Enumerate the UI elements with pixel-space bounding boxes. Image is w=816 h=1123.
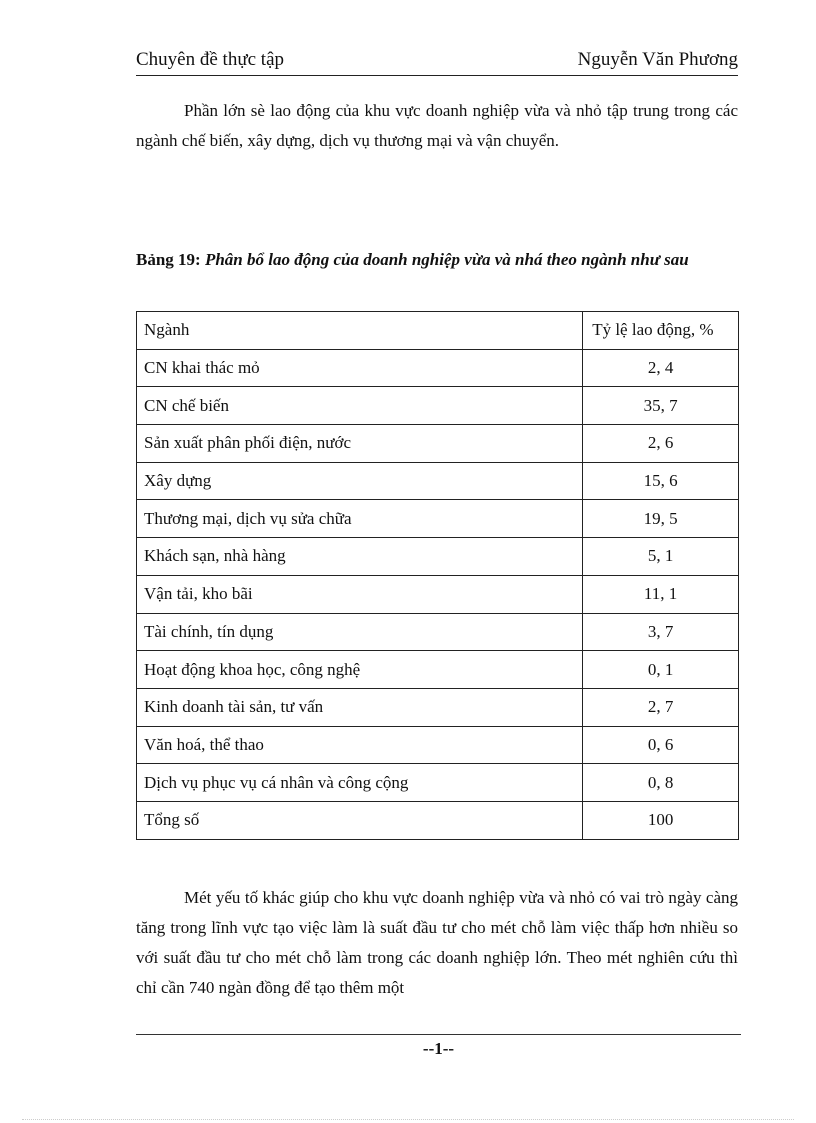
table-row <box>137 500 739 538</box>
sector-cell: Văn hoá, thể thao <box>137 726 583 764</box>
ratio-cell: 2, 6 <box>583 425 739 463</box>
table-header-row <box>137 312 739 350</box>
header-author: Nguyễn Văn Phương <box>577 49 738 70</box>
footer-divider <box>136 1034 741 1035</box>
table-row <box>137 349 739 387</box>
ratio-cell: 0, 1 <box>583 651 739 689</box>
header-left-title: Chuyên đề thực tập <box>136 49 285 70</box>
table-body <box>137 349 739 839</box>
table-caption-title: Phân bổ lao động của doanh nghiệp vừa và nhá theo ngành như sau <box>204 250 689 269</box>
labor-distribution-table <box>136 311 739 840</box>
ratio-cell: 15, 6 <box>583 462 739 500</box>
page-bottom-border <box>22 1119 794 1120</box>
table-caption <box>136 245 746 275</box>
ratio-cell: 100 <box>583 801 739 839</box>
sector-cell: CN chế biến <box>137 387 583 425</box>
intro-paragraph: Phần lớn sè lao động của khu vực doanh nghiệp vừa và nhỏ tập trung trong các ngành chế biến, xây dựng, dịch vụ thương mại và vận chuyển. <box>136 101 738 150</box>
sector-cell: Sản xuất phân phối điện, nước <box>137 425 583 463</box>
column-header-sector: Ngành <box>137 312 583 350</box>
table-row <box>137 688 739 726</box>
ratio-cell: 5, 1 <box>583 538 739 576</box>
table-row <box>137 801 739 839</box>
table-row <box>137 462 739 500</box>
sector-cell: Kinh doanh tài sản, tư vấn <box>137 688 583 726</box>
sector-cell: Thương mại, dịch vụ sửa chữa <box>137 500 583 538</box>
sector-cell: Hoạt động khoa học, công nghệ <box>137 651 583 689</box>
sector-cell: Tổng số <box>137 801 583 839</box>
sector-cell: Dịch vụ phục vụ cá nhân và công cộng <box>137 764 583 802</box>
table-row <box>137 726 739 764</box>
table-row <box>137 575 739 613</box>
ratio-cell: 2, 4 <box>583 349 739 387</box>
ratio-cell: 0, 6 <box>583 726 739 764</box>
page-header <box>136 49 738 76</box>
ratio-cell: 19, 5 <box>583 500 739 538</box>
table-row <box>137 387 739 425</box>
ratio-cell: 35, 7 <box>583 387 739 425</box>
sector-cell: Xây dựng <box>137 462 583 500</box>
closing-paragraph: Mét yếu tố khác giúp cho khu vực doanh nghiệp vừa và nhỏ có vai trò ngày càng tăng trong lĩnh vực tạo việc làm là suất đầu tư cho mét chỗ làm việc thấp hơn nhiều so với suất đầu tư cho mét chỗ làm trong các doanh nghiệp lớn. Theo mét nghiên cứu thì chỉ cần 740 ngàn đồng để tạo thêm một <box>136 888 738 997</box>
table-row <box>137 538 739 576</box>
ratio-cell: 2, 7 <box>583 688 739 726</box>
ratio-cell: 0, 8 <box>583 764 739 802</box>
column-header-ratio: Tỷ lệ lao động, % <box>583 312 739 350</box>
table-row <box>137 764 739 802</box>
sector-cell: Tài chính, tín dụng <box>137 613 583 651</box>
sector-cell: CN khai thác mỏ <box>137 349 583 387</box>
sector-cell: Vận tải, kho bãi <box>137 575 583 613</box>
table-row <box>137 425 739 463</box>
ratio-cell: 3, 7 <box>583 613 739 651</box>
sector-cell: Khách sạn, nhà hàng <box>137 538 583 576</box>
table-row <box>137 613 739 651</box>
ratio-cell: 11, 1 <box>583 575 739 613</box>
page-number: --1-- <box>422 1039 455 1058</box>
table-caption-label: Bảng 19: <box>136 250 201 269</box>
table-row <box>137 651 739 689</box>
